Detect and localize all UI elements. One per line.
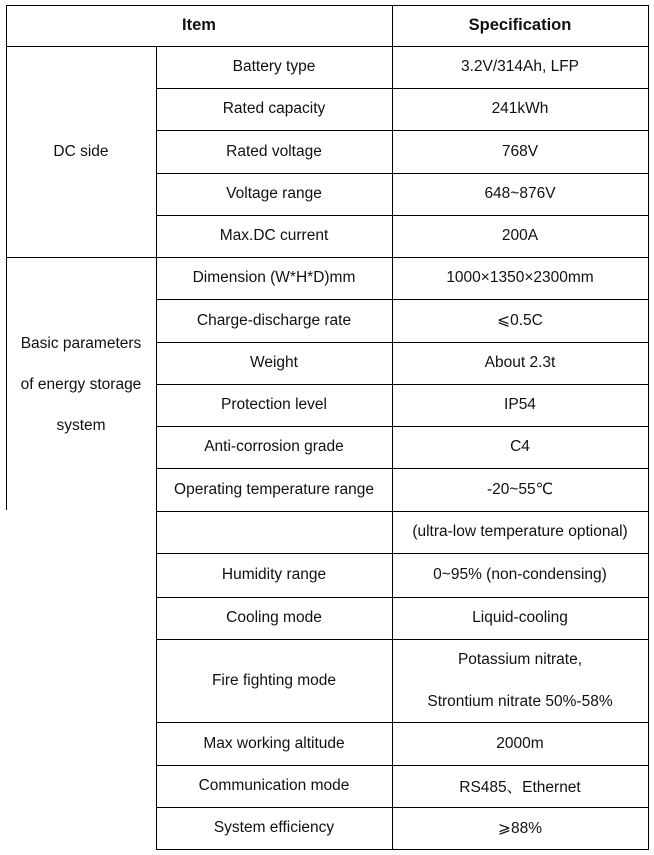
row-name: Rated capacity (222, 100, 326, 117)
row-value: (ultra-low temperature optional) (412, 523, 628, 540)
row-name: Operating temperature range (174, 480, 374, 498)
row-name: Communication mode (198, 777, 350, 794)
row-value: IP54 (504, 396, 536, 413)
row-value: Liquid-cooling (472, 609, 568, 626)
row-value-multiline (392, 639, 648, 722)
row-name: System efficiency (213, 819, 335, 836)
row-name: Max working altitude (203, 734, 345, 752)
header-specification: Specification (468, 16, 572, 34)
row-value: 2000m (496, 734, 544, 752)
group-label-dc-side: DC side (53, 142, 109, 160)
table-border-bottom (156, 849, 649, 850)
row-name: Charge-discharge rate (196, 311, 352, 329)
group-label-line: of energy storage (20, 375, 142, 393)
row-name: Fire fighting mode (211, 671, 337, 689)
header-item: Item (182, 16, 216, 34)
group-label-basic-parameters (6, 257, 156, 511)
row-value: ⩽0.5C (497, 312, 543, 329)
row-value: 241kWh (491, 100, 549, 117)
row-name: Anti-corrosion grade (204, 438, 344, 455)
row-value: -20~55℃ (486, 481, 554, 498)
row-value-line: Potassium nitrate, (457, 650, 583, 668)
row-name: Weight (250, 354, 298, 371)
row-name: Rated voltage (226, 142, 322, 160)
row-name: Cooling mode (226, 609, 322, 626)
row-value-line: Strontium nitrate 50%-58% (427, 692, 613, 710)
row-value: 768V (501, 142, 539, 160)
group-label-line: Basic parameters (20, 334, 142, 352)
row-name: Protection level (221, 396, 327, 413)
row-value: About 2.3t (484, 354, 556, 371)
row-value: ⩾88% (497, 819, 542, 837)
row-name: Humidity range (221, 566, 327, 583)
row-name: Battery type (232, 58, 316, 75)
row-name (156, 511, 392, 553)
row-value: RS485、Ethernet (459, 779, 581, 796)
group-label-line: system (56, 416, 106, 434)
row-name: Max.DC current (219, 227, 329, 244)
row-value: 200A (501, 227, 539, 244)
row-value: 3.2V/314Ah, LFP (460, 58, 580, 75)
row-value: C4 (510, 438, 530, 455)
row-name: Voltage range (226, 185, 322, 202)
row-value: 648~876V (484, 185, 556, 202)
row-name: Dimension (W*H*D)mm (192, 269, 356, 286)
row-value: 1000×1350×2300mm (446, 269, 594, 286)
row-value: 0~95% (non-condensing) (433, 566, 607, 583)
table-border-right (648, 5, 649, 850)
